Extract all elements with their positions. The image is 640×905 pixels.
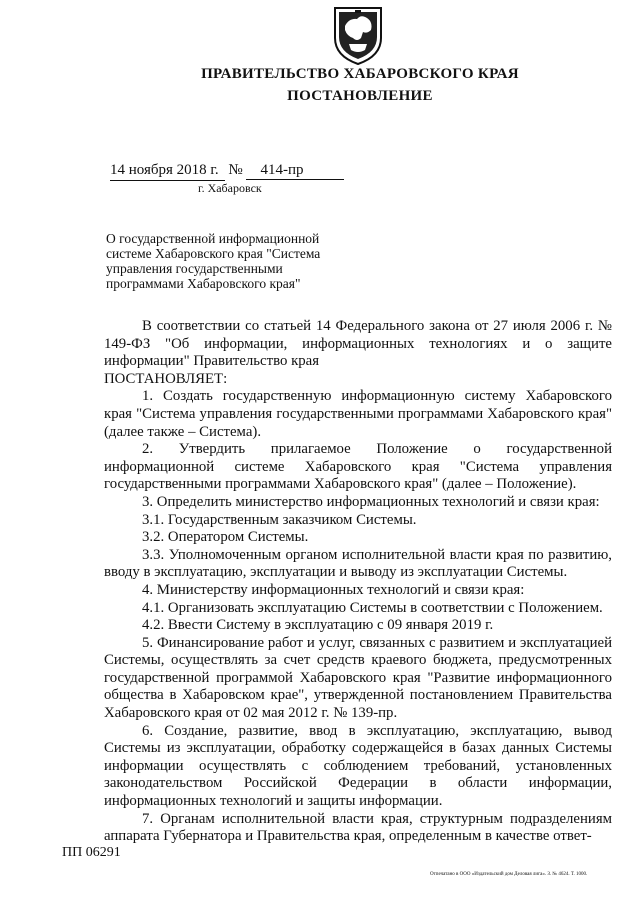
document-number: 414-пр	[246, 162, 344, 180]
footer-print-note: Отпечатано в ООО «Издательский дом Деловая лига». З. № 4624. Т. 1000.	[430, 872, 588, 877]
footer-code: ПП 06291	[62, 845, 121, 860]
item-paragraph: 4.1. Организовать эксплуатацию Системы в соответствии с Положением.	[142, 599, 603, 616]
item-paragraph: 4.2. Ввести Систему в эксплуатацию с 09 января 2019 г.	[142, 617, 494, 634]
preamble-paragraph: В соответствии со статьей 14 Федерального закона от 27 июля 2006 г. № 149-ФЗ "Об информации, информационных технологиях и о защите информации" Правительство края	[104, 318, 612, 370]
document-subject: О государственной информационной системе Хабаровского края "Система управления государственными программами Хабаровского края"	[106, 231, 321, 291]
item-paragraph: 1. Создать государственную информационную систему Хабаровского края "Система управления государственными программами Хабаровского края" (далее также – Система).	[104, 388, 612, 440]
date-number-line	[110, 162, 344, 181]
doc-type-heading: ПОСТАНОВЛЕНИЕ	[287, 88, 433, 104]
number-sign: №	[228, 162, 243, 178]
decree-word: ПОСТАНОВЛЯЕТ:	[104, 370, 228, 387]
item-paragraph: 3.2. Оператором Системы.	[142, 529, 309, 546]
item-paragraph: 3.3. Уполномоченным органом исполнительной власти края по развитию, вводу в эксплуатацию, эксплуатации и выводу из эксплуатации Системы.	[104, 546, 612, 581]
item-paragraph: 3. Определить министерство информационных технологий и связи края:	[142, 493, 600, 510]
item-paragraph: 7. Органам исполнительной власти края, структурным подразделениям аппарата Губернатора и Правительства края, определенным в качестве ответ-	[104, 810, 612, 845]
item-paragraph: 6. Создание, развитие, ввод в эксплуатацию, эксплуатацию, вывод Системы из эксплуатации, обработку содержащейся в базах данных Системы информации осуществлять с соблюдением требований, установленных законодательством Российской Федерации в области информации, информационных технологий и защиты информации.	[104, 722, 612, 810]
document-body	[104, 318, 612, 846]
org-title: ПРАВИТЕЛЬСТВО ХАБАРОВСКОГО КРАЯ	[201, 66, 519, 82]
item-paragraph: 2. Утвердить прилагаемое Положение о государственной информационной системе Хабаровского края "Система управления государственными программами Хабаровского края" (далее – Положение).	[104, 441, 612, 493]
item-paragraph: 4. Министерству информационных технологий и связи края:	[142, 581, 525, 598]
item-paragraph: 5. Финансирование работ и услуг, связанных с развитием и эксплуатацией Системы, осуществлять за счет средств краевого бюджета, предусмотренных государственной программой Хабаровского края "Развитие информационного общества в Хабаровском крае", утвержденной постановлением Правительства Хабаровского края от 02 мая 2012 г. № 139-пр.	[104, 634, 612, 722]
document-date: 14 ноября 2018 г.	[110, 162, 225, 181]
coat-of-arms-icon	[331, 4, 385, 66]
document-city: г. Хабаровск	[198, 181, 262, 195]
item-paragraph: 3.1. Государственным заказчиком Системы.	[142, 511, 417, 528]
